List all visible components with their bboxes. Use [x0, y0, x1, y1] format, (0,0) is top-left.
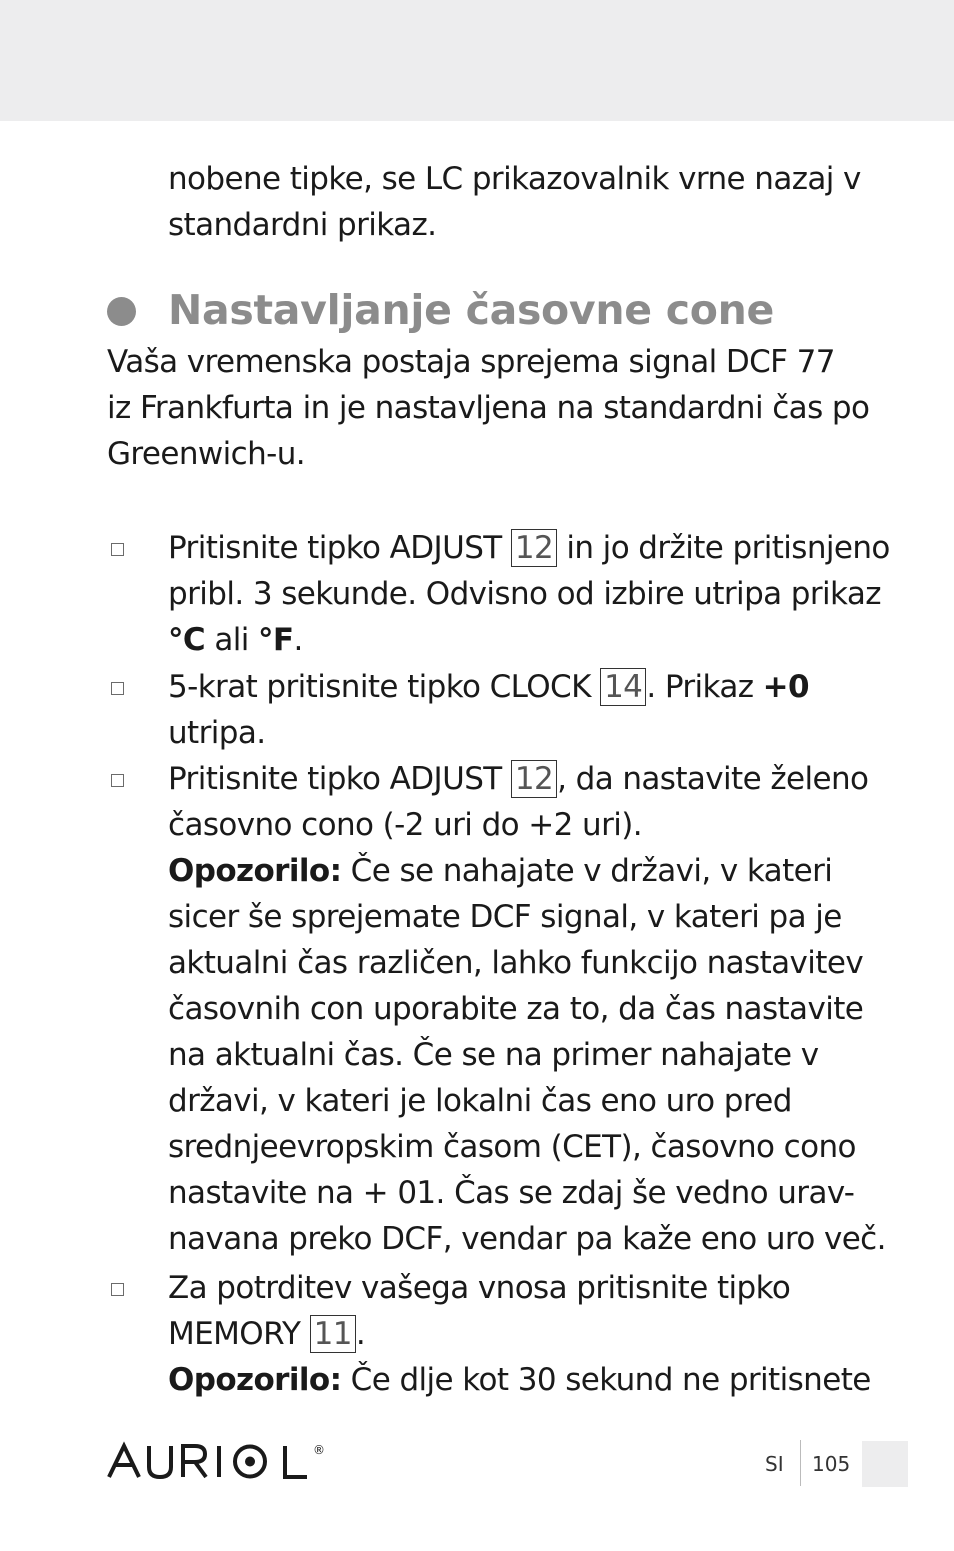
checkbox-icon: [111, 1283, 124, 1296]
text-line: Za potrditev vašega vnosa pritisnite tipko: [168, 1270, 791, 1306]
checkbox-icon: [111, 543, 124, 556]
text-line: časovno cono (-2 uri do +2 uri).: [168, 807, 642, 843]
ref-number: 14: [600, 668, 646, 706]
section-heading: Nastavljanje časovne cone: [168, 286, 774, 334]
top-band: [0, 0, 954, 121]
note-label: Opozorilo:: [168, 1362, 342, 1398]
text-line: Greenwich-u.: [107, 436, 306, 472]
footer-divider: [800, 1440, 801, 1486]
display-fahrenheit: °F: [258, 622, 294, 658]
text-line: pribl. 3 sekunde. Odvisno od izbire utripa prikaz: [168, 576, 881, 612]
text-line: na aktualni čas. Če se na primer nahajate v: [168, 1037, 819, 1073]
footer-language: SI: [765, 1452, 784, 1476]
text-line: časovnih con uporabite za to, da čas nastavite: [168, 991, 864, 1027]
text-line: nobene tipke, se LC prikazovalnik vrne nazaj v: [168, 161, 861, 197]
display-value: +0: [762, 669, 810, 705]
text-line: aktualni čas različen, lahko funkcijo nastavitev: [168, 945, 864, 981]
page-number: 105: [812, 1452, 851, 1476]
checkbox-icon: [111, 774, 124, 787]
note-label: Opozorilo:: [168, 853, 342, 889]
text-line: 5-krat pritisnite tipko CLOCK 14 . Prikaz +0: [168, 669, 810, 705]
continuation-paragraph: [168, 156, 861, 248]
text-line: Opozorilo: Če dlje kot 30 sekund ne pritisnete: [168, 1362, 871, 1398]
ref-number: 12: [511, 529, 557, 567]
text-line: Opozorilo: Če se nahajate v državi, v kateri: [168, 853, 833, 889]
text-line: MEMORY 11 .: [168, 1316, 366, 1352]
text-line: °C ali °F.: [168, 622, 303, 658]
intro-paragraph: [107, 339, 869, 477]
step-2: [168, 664, 809, 756]
footer-tab-box: [862, 1441, 908, 1487]
checkbox-icon: [111, 682, 124, 695]
heading-bullet-icon: [107, 297, 136, 326]
text-line: državi, v kateri je lokalni čas eno uro pred: [168, 1083, 792, 1119]
ref-number: 12: [511, 760, 557, 798]
text-line: navana preko DCF, vendar pa kaže eno uro več.: [168, 1221, 886, 1257]
step-4: [168, 1265, 871, 1403]
text-line: iz Frankfurta in je nastavljena na standardni čas po: [107, 390, 870, 426]
text-line: nastavite na + 01. Čas se zdaj še vedno urav-: [168, 1175, 855, 1211]
text-line: srednjeevropskim časom (CET), časovno cono: [168, 1129, 856, 1165]
text-line: standardni prikaz.: [168, 207, 437, 243]
step-1: [168, 525, 890, 663]
display-celsius: °C: [168, 622, 206, 658]
text-line: Pritisnite tipko ADJUST 12 in jo držite pritisnjeno: [168, 530, 890, 566]
text-line: sicer še sprejemate DCF signal, v kateri pa je: [168, 899, 842, 935]
svg-text:®: ®: [313, 1443, 325, 1457]
step-3: [168, 756, 886, 1262]
auriol-logo: [107, 1437, 332, 1487]
text-line: Vaša vremenska postaja sprejema signal DCF 77: [107, 344, 835, 380]
ref-number: 11: [310, 1315, 356, 1353]
text-line: Pritisnite tipko ADJUST 12 , da nastavite želeno: [168, 761, 869, 797]
text-line: utripa.: [168, 715, 266, 751]
